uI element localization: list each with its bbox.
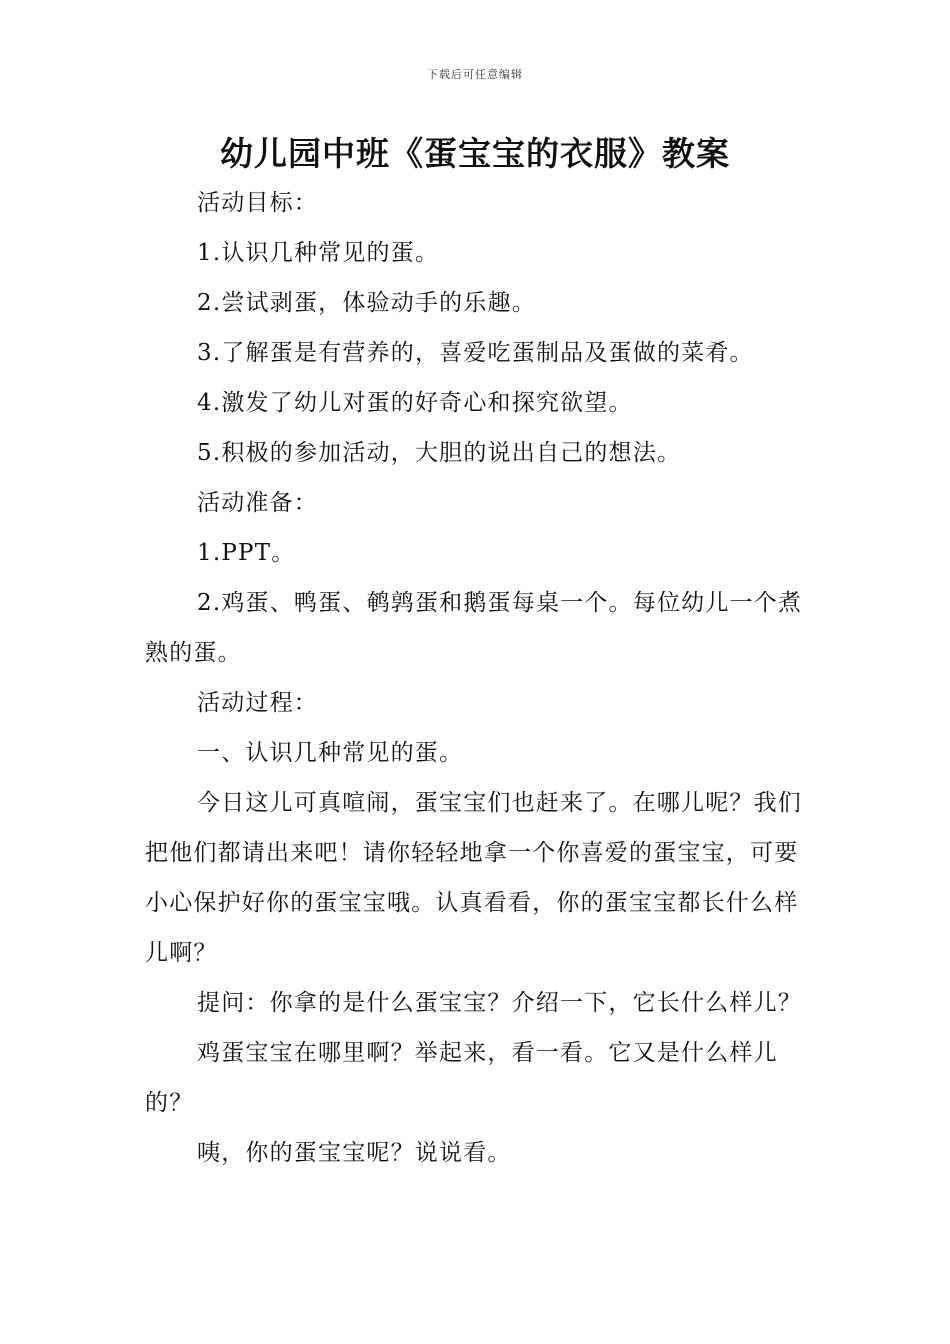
preparation-item-2: 2.鸡蛋、鸭蛋、鹌鹑蛋和鹅蛋每桌一个。每位幼儿一个煮熟的蛋。 xyxy=(145,590,803,666)
document-body xyxy=(145,178,810,1178)
section-heading-goals: 活动目标： xyxy=(197,190,318,216)
process-question-3: 咦，你的蛋宝宝呢？说说看。 xyxy=(197,1140,512,1166)
goal-item-4: 4.激发了幼儿对蛋的好奇心和探究欲望。 xyxy=(197,390,633,416)
process-question-2: 鸡蛋宝宝在哪里啊？举起来，看一看。它又是什么样儿的？ xyxy=(145,1040,778,1116)
preparation-item-1: 1.PPT。 xyxy=(197,540,296,566)
goal-item-5: 5.积极的参加活动，大胆的说出自己的想法。 xyxy=(197,440,682,466)
document-title: 幼儿园中班《蛋宝宝的衣服》教案 xyxy=(220,134,730,173)
header-note: 下载后可任意编辑 xyxy=(427,68,523,81)
goal-item-1: 1.认识几种常见的蛋。 xyxy=(197,240,440,266)
goal-item-3: 3.了解蛋是有营养的，喜爱吃蛋制品及蛋做的菜肴。 xyxy=(197,340,754,366)
section-heading-process: 活动过程： xyxy=(197,690,318,716)
process-paragraph-intro: 今日这儿可真喧闹，蛋宝宝们也赶来了。在哪儿呢？我们把他们都请出来吧！请你轻轻地拿一个你喜爱的蛋宝宝，可要小心保护好你的蛋宝宝哦。认真看看，你的蛋宝宝都长什么样儿啊？ xyxy=(145,790,802,966)
process-question-1: 提问：你拿的是什么蛋宝宝？介绍一下，它长什么样儿？ xyxy=(197,990,802,1016)
section-heading-preparation: 活动准备： xyxy=(197,490,318,516)
process-step-1: 一、认识几种常见的蛋。 xyxy=(197,740,464,766)
goal-item-2: 2.尝试剥蛋，体验动手的乐趣。 xyxy=(197,290,536,316)
